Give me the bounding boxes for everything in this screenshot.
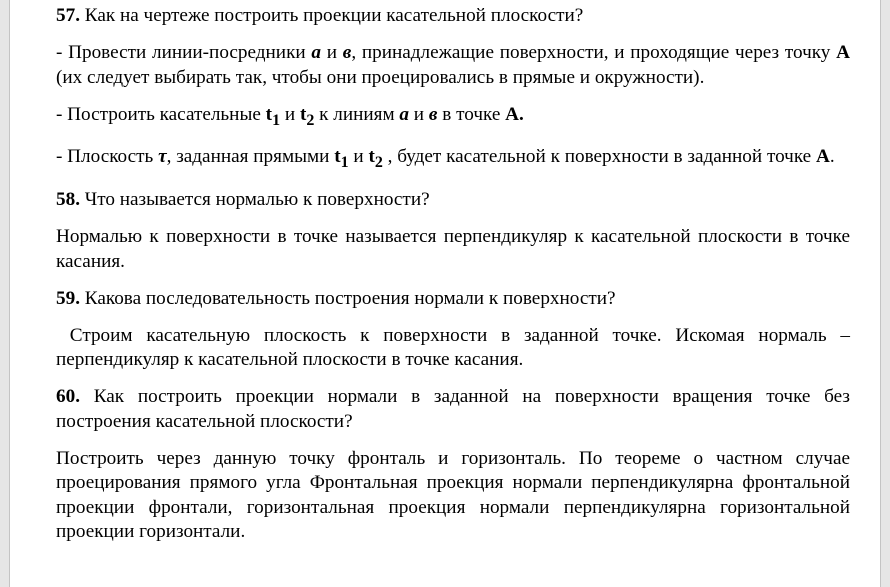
s3-point-a: А <box>815 146 830 168</box>
s3-tangent-1-letter: t <box>334 146 341 168</box>
question-57-number: 57. <box>56 5 80 26</box>
s1-text-4: (их следует выбирать так, чтобы они проецировались в прямые и окружности). <box>56 66 705 88</box>
question-58 <box>56 188 850 213</box>
question-60-text: Как построить проекции нормали в заданной на поверхности вращения точке без построения касательной плоскости? <box>56 386 850 432</box>
s2-tangent-1 <box>265 103 281 129</box>
s2-point-a: А. <box>505 103 524 125</box>
s3-tangent-2-letter: t <box>368 146 375 168</box>
question-57 <box>56 4 850 29</box>
s3-text-2: , заданная прямыми <box>166 146 335 168</box>
s3-tangent-1-index: 1 <box>340 154 349 172</box>
s3-text-1: - Плоскость <box>56 146 159 168</box>
s1-line-b: в <box>342 42 352 63</box>
document-page <box>56 4 855 557</box>
s2-tangent-2-index: 2 <box>306 111 315 129</box>
question-58-number: 58. <box>56 189 80 211</box>
s1-point-a: А <box>836 42 850 63</box>
question-60 <box>56 385 850 434</box>
s2-text-2: и <box>280 103 300 125</box>
s2-line-a: а <box>399 103 409 125</box>
question-60-number: 60. <box>56 386 80 408</box>
s1-text-2: и <box>321 42 343 63</box>
s2-tangent-1-index: 1 <box>272 111 281 129</box>
left-page-edge <box>0 0 10 587</box>
s3-tangent-2-index: 2 <box>374 154 383 172</box>
answer-58: Нормалью к поверхности в точке называется перпендикуляр к касательной плоскости в точке касания. <box>56 226 850 272</box>
s2-text-3: к линиям <box>314 103 400 125</box>
s3-tangent-1 <box>334 146 349 172</box>
s2-text-5: в точке <box>437 103 506 125</box>
s2-tangent-2 <box>299 103 315 129</box>
s3-text-3: и <box>348 146 369 168</box>
answer-60: Построить через данную точку фронталь и горизонталь. По теореме о частном случае проецирования прямого угла Фронтальная проекция нормали перпендикулярна фронтальной проекции фронтали, горизонтальная проекция нормали перпендикулярна горизонтальной проекции горизонтали. <box>56 447 850 543</box>
s2-line-b: в <box>428 103 438 125</box>
s1-line-a: а <box>311 42 321 63</box>
s1-text-1: - Провести линии-посредники <box>56 42 312 63</box>
s2-text-4: и <box>408 103 429 125</box>
s2-tangent-2-letter: t <box>299 103 307 125</box>
s3-text-4: , будет касательной к поверхности в заданной точке <box>382 146 816 168</box>
question-57-text: Как на чертеже построить проекции касательной плоскости? <box>79 5 584 26</box>
question-59-number: 59. <box>56 287 80 309</box>
right-page-edge <box>880 0 890 587</box>
s3-tangent-2 <box>368 146 383 172</box>
s1-text-3: , принадлежащие поверхности, и проходящие через точку <box>351 42 837 63</box>
s2-tangent-1-letter: t <box>265 103 273 125</box>
s2-text-1: - Построить касательные <box>56 103 266 125</box>
question-58-text: Что называется нормалью к поверхности? <box>79 189 430 211</box>
answer-59: Строим касательную плоскость к поверхности в заданной точке. Искомая нормаль – перпендикуляр к касательной плоскости в точке касания. <box>56 324 855 371</box>
question-59-text: Какова последовательность построения нормали к поверхности? <box>79 287 616 309</box>
answer-57-step-2 <box>56 103 850 133</box>
answer-57-step-3 <box>56 145 850 175</box>
question-59 <box>56 287 850 312</box>
s3-text-5: . <box>829 146 835 168</box>
s3-plane-tau: τ <box>158 146 167 168</box>
answer-57-step-1 <box>56 41 850 90</box>
